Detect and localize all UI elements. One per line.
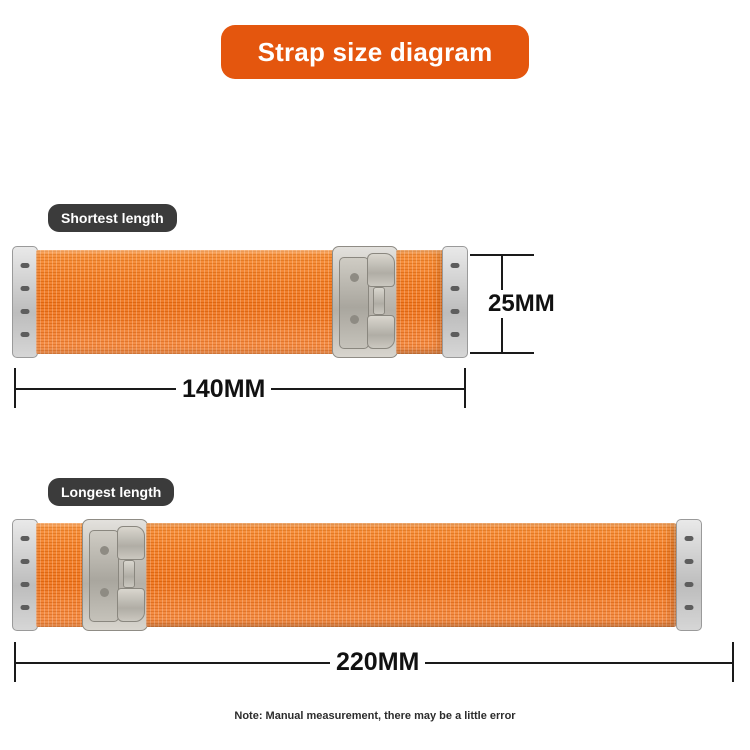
dim-tick-longest-right	[732, 642, 734, 682]
buckle-hook-middle	[373, 287, 385, 315]
lug-hole	[685, 536, 694, 541]
lug-left-long	[12, 519, 38, 631]
lug-hole	[685, 605, 694, 610]
buckle-body-long	[89, 530, 119, 622]
buckle-long	[82, 519, 148, 631]
band-left-long	[36, 523, 86, 627]
buckle-short	[332, 246, 398, 358]
buckle-pin-lower	[100, 588, 109, 597]
lug-right-long	[676, 519, 702, 631]
lug-hole	[21, 559, 30, 564]
footer-note: Note: Manual measurement, there may be a little error	[234, 710, 516, 722]
page-title: Strap size diagram	[257, 36, 493, 67]
label-longest-length-text: Longest length	[61, 484, 162, 500]
buckle-pin-upper	[100, 546, 109, 555]
lug-hole	[451, 309, 460, 314]
lug-hole	[21, 536, 30, 541]
lug-hole	[451, 332, 460, 337]
lug-hole	[21, 263, 30, 268]
label-shortest-length	[48, 204, 177, 232]
label-shortest-length-text: Shortest length	[61, 210, 164, 226]
lug-hole	[685, 582, 694, 587]
label-longest-length	[48, 478, 174, 506]
lug-hole	[21, 582, 30, 587]
buckle-hook-upper	[117, 526, 145, 560]
dim-tick-shortest-right	[464, 368, 466, 408]
lug-right-short	[442, 246, 468, 358]
dim-label-width: 25MM	[482, 290, 561, 318]
dim-label-longest: 220MM	[330, 648, 425, 677]
lug-hole	[21, 286, 30, 291]
dim-tick-shortest-left	[14, 368, 16, 408]
band-right-long	[146, 523, 676, 627]
buckle-body-short	[339, 257, 369, 349]
lug-hole	[21, 605, 30, 610]
band-left-short	[36, 250, 336, 354]
buckle-hook-upper	[367, 253, 395, 287]
buckle-pin-upper	[350, 273, 359, 282]
lug-hole	[21, 332, 30, 337]
buckle-hook-middle	[123, 560, 135, 588]
lug-hole	[21, 309, 30, 314]
lug-left-short	[12, 246, 38, 358]
dim-tick-longest-left	[14, 642, 16, 682]
buckle-hook-lower	[367, 315, 395, 349]
lug-hole	[451, 286, 460, 291]
dim-label-shortest: 140MM	[176, 375, 271, 404]
lug-hole	[451, 263, 460, 268]
page-title-pill	[221, 25, 529, 79]
band-right-short	[396, 250, 444, 354]
buckle-pin-lower	[350, 315, 359, 324]
lug-hole	[685, 559, 694, 564]
buckle-hook-lower	[117, 588, 145, 622]
